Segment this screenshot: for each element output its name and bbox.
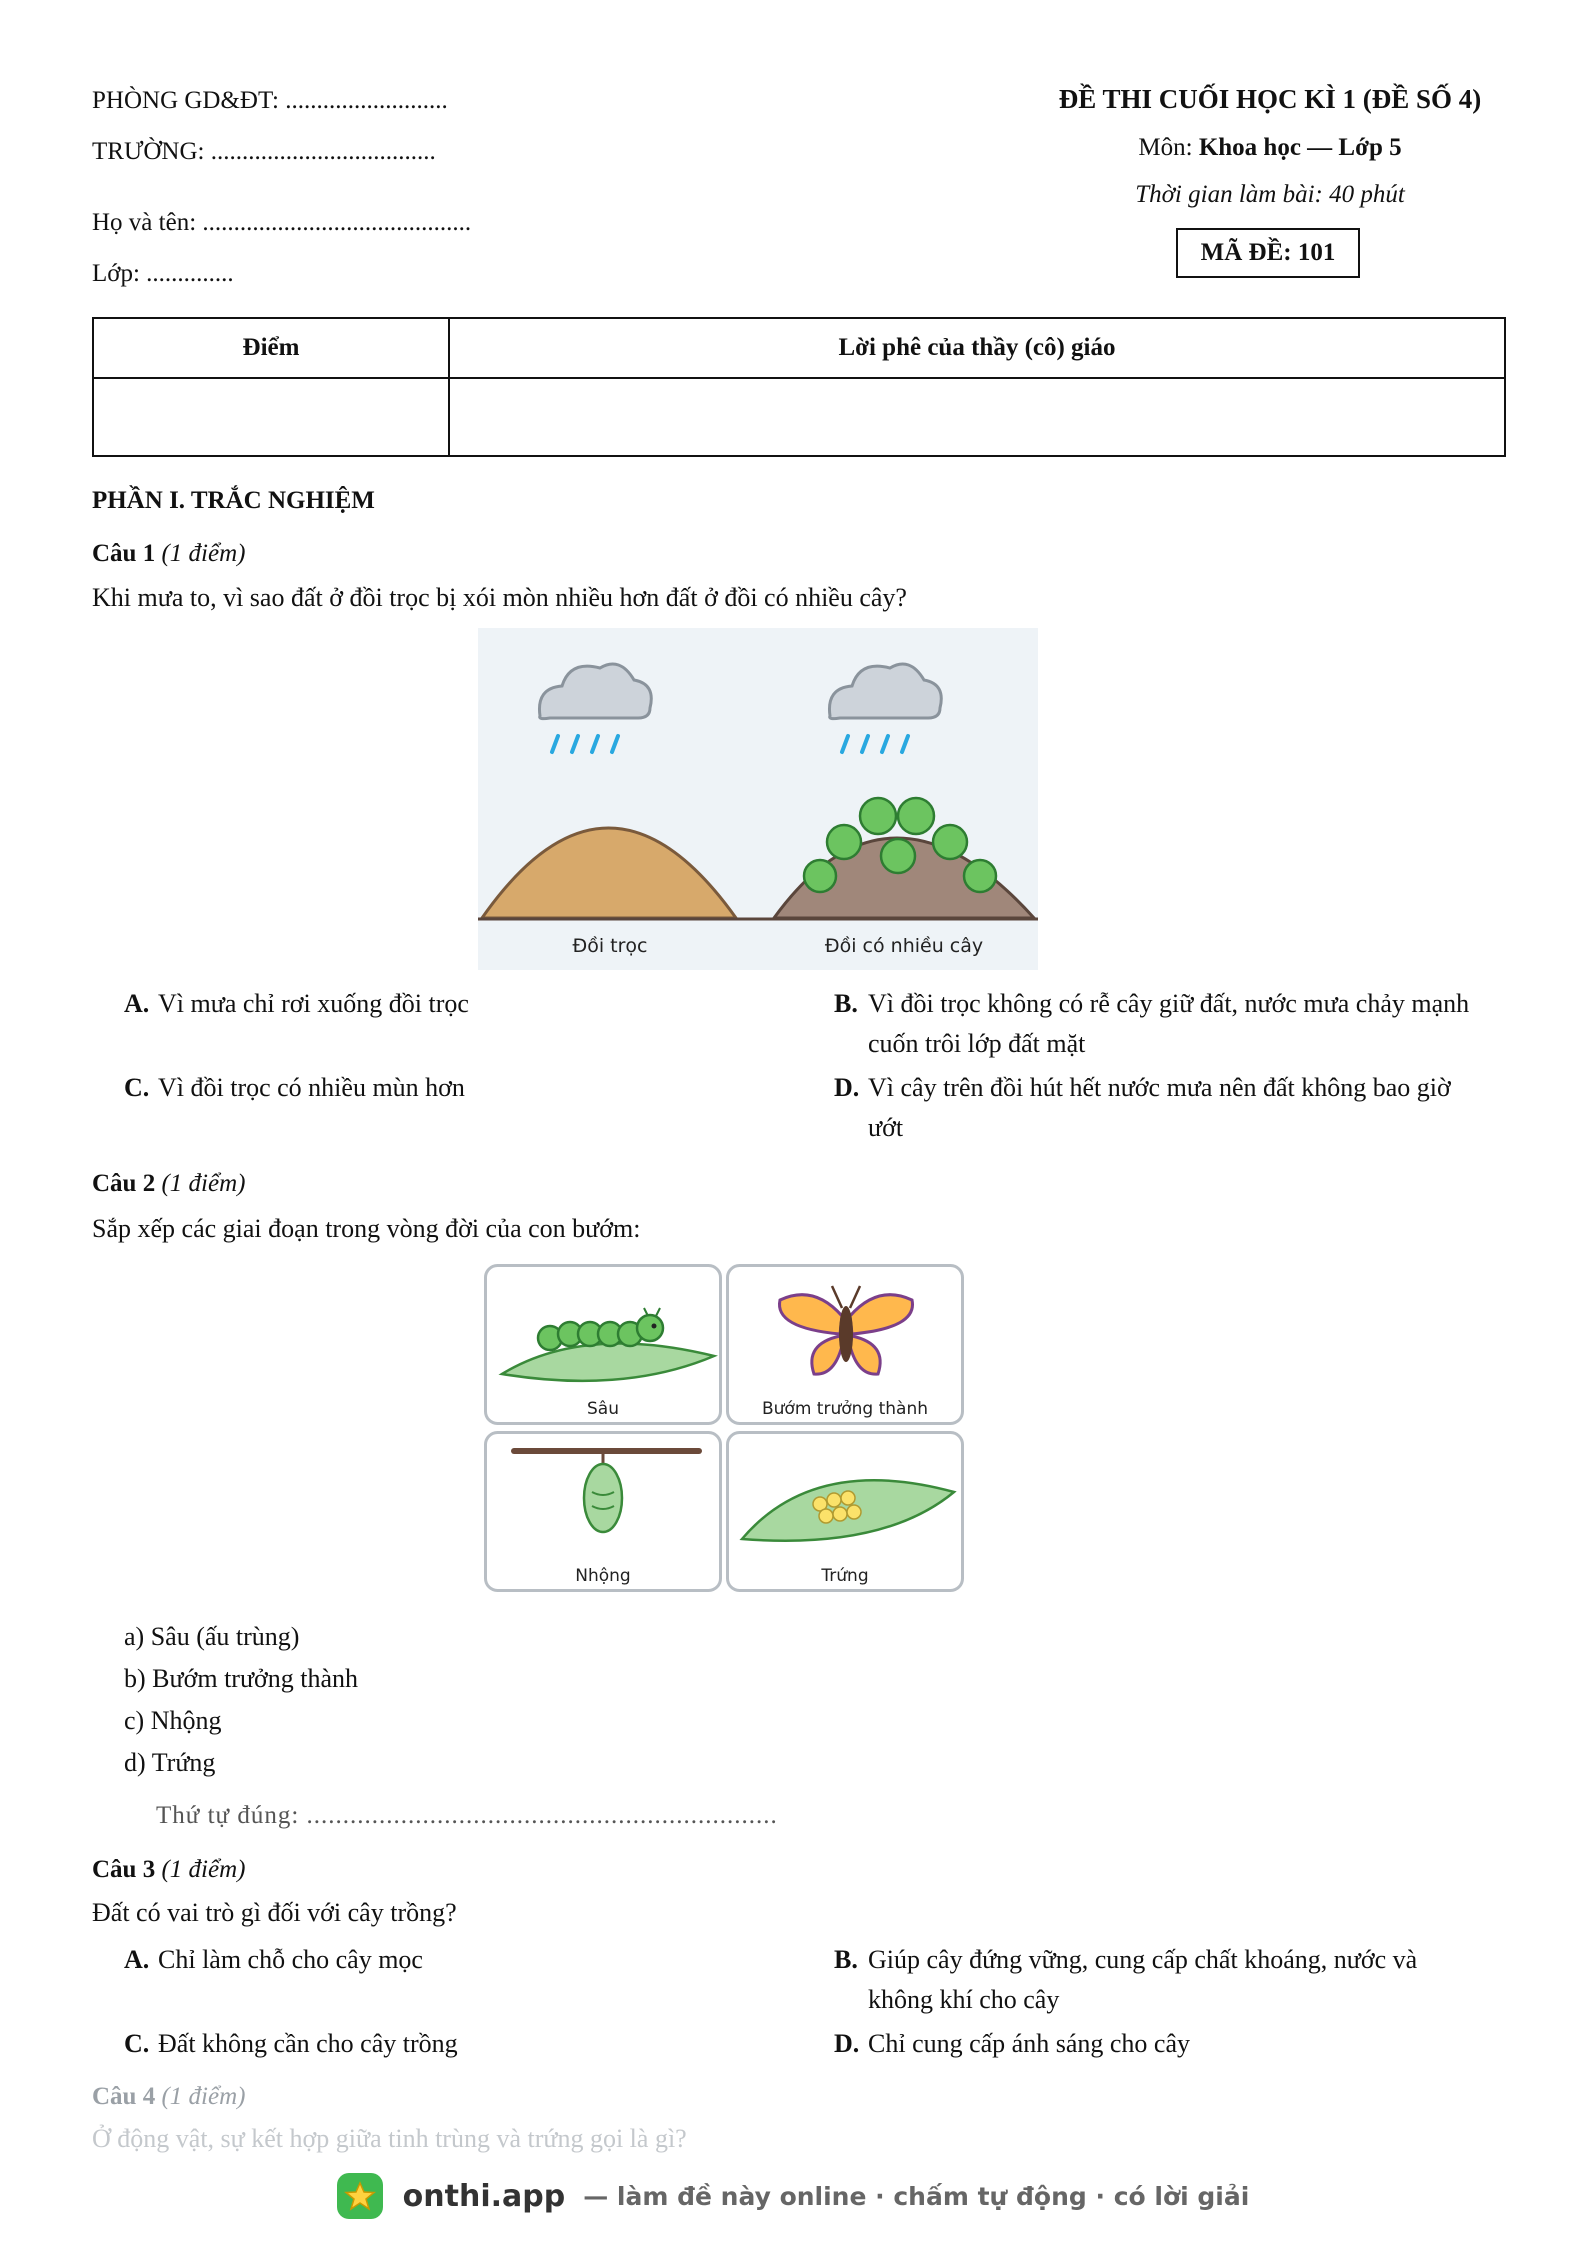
score-header: Điểm — [93, 318, 449, 378]
subject-line — [1000, 135, 1540, 160]
ho-ten-field: Họ và tên: ........................................... — [92, 209, 472, 236]
question-3-label: Câu 3 — [92, 1856, 156, 1883]
list-item: b) Bướm trưởng thành — [124, 1664, 359, 1693]
phong-gd-field: PHÒNG GD&ĐT: .......................... — [92, 87, 448, 114]
question-1-header — [92, 540, 245, 568]
time-limit: Thời gian làm bài: 40 phút — [1135, 181, 1405, 208]
question-2-text: Sắp xếp các giai đoạn trong vòng đời của con bướm: — [92, 1214, 641, 1243]
option-c[interactable]: C. Đất không cần cho cây trồng — [124, 2029, 458, 2058]
lop-field: Lớp: .............. — [92, 260, 234, 287]
question-1-text: Khi mưa to, vì sao đất ở đồi trọc bị xói mòn nhiều hơn đất ở đồi có nhiều cây? — [92, 583, 907, 612]
question-2-points: (1 điểm) — [161, 1170, 246, 1197]
question-4-header — [92, 2083, 245, 2111]
question-3-points: (1 điểm) — [161, 1856, 246, 1883]
question-4-points: (1 điểm) — [161, 2083, 246, 2110]
list-item: a) Sâu (ấu trùng) — [124, 1622, 300, 1651]
forest-hill-label: Đồi có nhiều cây — [824, 935, 984, 957]
exam-title: ĐỀ THI CUỐI HỌC KÌ 1 (ĐỀ SỐ 4) — [1058, 84, 1482, 114]
lifecycle-figure — [484, 1264, 964, 1596]
subject-label: Môn: — [1138, 134, 1193, 161]
question-1-points: (1 điểm) — [161, 540, 246, 567]
question-4-text: Ở động vật, sự kết hợp giữa tinh trùng và trứng gọi là gì? — [92, 2124, 687, 2153]
exam-code-box — [1176, 228, 1360, 278]
brand-name[interactable]: onthi.app — [402, 2178, 566, 2214]
caterpillar-label: Sâu — [587, 1399, 619, 1419]
list-item: c) Nhộng — [124, 1706, 222, 1735]
question-4-label: Câu 4 — [92, 2083, 156, 2110]
comment-cell[interactable] — [449, 378, 1505, 456]
question-2-header — [92, 1170, 245, 1198]
option-a[interactable]: A. Vì mưa chỉ rơi xuống đồi trọc — [124, 989, 469, 1018]
option-d[interactable]: D. Chỉ cung cấp ánh sáng cho cây — [834, 2029, 1191, 2058]
question-3-header — [92, 1856, 245, 1884]
butterfly-label: Bướm trưởng thành — [761, 1399, 929, 1419]
option-b[interactable]: B. Vì đồi trọc không có rễ cây giữ đất, nước mưa chảy mạnh cuốn trôi lớp đất mặt — [834, 989, 1470, 1058]
subject-value: Khoa học — Lớp 5 — [1198, 134, 1402, 161]
exam-code: MÃ ĐỀ: 101 — [1200, 239, 1336, 266]
footer-banner[interactable] — [0, 2166, 1586, 2226]
option-d[interactable]: D. Vì cây trên đồi hút hết nước mưa nên đất không bao giờ ướt — [834, 1073, 1451, 1142]
pupa-label: Nhộng — [575, 1566, 631, 1586]
comment-header: Lời phê của thầy (cô) giáo — [449, 318, 1505, 378]
brand-tagline: — làm đề này online · chấm tự động · có lời giải — [583, 2181, 1250, 2211]
section-title: PHẦN I. TRẮC NGHIỆM — [92, 487, 375, 514]
question-2-label: Câu 2 — [92, 1170, 156, 1197]
question-3-text: Đất có vai trò gì đối với cây trồng? — [92, 1898, 457, 1927]
score-cell[interactable] — [93, 378, 449, 456]
erosion-figure — [478, 628, 1038, 970]
star-icon — [337, 2173, 383, 2219]
option-a[interactable]: A. Chỉ làm chỗ cho cây mọc — [124, 1945, 423, 1974]
option-b[interactable]: B. Giúp cây đứng vững, cung cấp chất khoáng, nước và không khí cho cây — [834, 1945, 1418, 2014]
bare-hill-label: Đồi trọc — [572, 935, 648, 957]
truong-field: TRƯỜNG: .................................... — [92, 138, 436, 165]
eggs-label: Trứng — [821, 1566, 869, 1586]
answer-line[interactable]: Thứ tự đúng: ................................................................. — [156, 1802, 778, 1829]
option-c[interactable]: C. Vì đồi trọc có nhiều mùn hơn — [124, 1073, 465, 1102]
list-item: d) Trứng — [124, 1748, 216, 1777]
score-table — [92, 317, 1506, 457]
question-1-label: Câu 1 — [92, 540, 156, 567]
